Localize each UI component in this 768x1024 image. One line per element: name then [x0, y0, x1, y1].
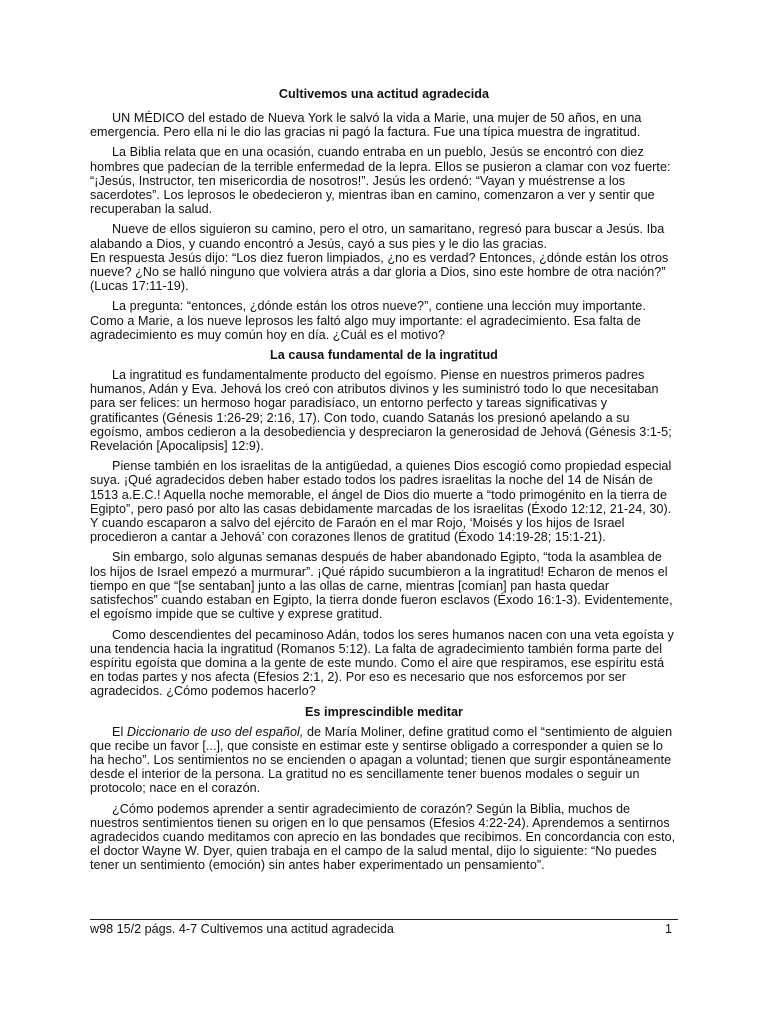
paragraph-3-part-a: Nueve de ellos siguieron su camino, pero el otro, un samaritano, regresó para buscar a Jesús. Iba alabando a Dios, y cuando encontró a Jesús, cayó a sus pies y le dio las gracias. [90, 222, 665, 251]
page-footer [90, 922, 678, 936]
page-number: 1 [664, 922, 672, 936]
paragraph-7: Sin embargo, solo algunas semanas después de haber abandonado Egipto, “toda la asamblea de los hijos de Israel empezó a murmurar”. ¡Qué rápido sucumbieron a la ingratitud! Echaron de menos el tiempo en que “[se sentaban] junto a las ollas de carne, mientras [comían] pan hasta quedar satisfechos” cuando estaban en Egipto, la tierra donde fueron esclavos (Éxodo 16:1-3). Evidentemente, el egoísmo impide que se cultive y exprese gratitud. [90, 550, 673, 622]
dictionary-title: Diccionario de uso del español, [126, 724, 304, 739]
paragraph-4: La pregunta: “entonces, ¿dónde están los otros nueve?”, contiene una lección muy importante. Como a Marie, a los nueve leprosos les faltó algo muy importante: el agradecimiento. Esa falta de agradecimiento es muy común hoy en día. ¿Cuál es el motivo? [90, 299, 646, 342]
paragraph-3-part-b: En respuesta Jesús dijo: “Los diez fueron limpiados, ¿no es verdad? Entonces, ¿dónde están los otros nueve? ¿No se halló ninguno que volviera atrás a dar gloria a Dios, sino este hombre de otra nación?” (Lucas 17:11-19). [90, 250, 669, 294]
paragraph-5: La ingratitud es fundamentalmente producto del egoísmo. Piense en nuestros primeros padres humanos, Adán y Eva. Jehová los creó con atributos divinos y les suministró todo lo que necesitaban para ser felices: un hermoso hogar paradisíaco, un entorno perfecto y tareas significativas y gratificantes (Génesis 1:26-29; 2:16, 17). Con todo, cuando Satanás los presionó apelando a su egoísmo, ambos cedieron a la desobediencia y despreciaron la generosidad de Jehová (Génesis 3:1-5; Revelación [Apocalipsis] 12:9). [90, 368, 672, 454]
paragraph-10: ¿Cómo podemos aprender a sentir agradecimiento de corazón? Según la Biblia, muchos de nuestros sentimientos tienen su origen en lo que pensamos (Efesios 4:22-24). Aprendemos a sentirnos agradecidos cuando meditamos con aprecio en las bondades que recibimos. En concordancia con esto, el doctor Wayne W. Dyer, quien trabaja en el campo de la salud mental, dijo lo siguiente: “No puedes tener un sentimiento (emoción) sin antes haber experimentado un pensamiento”. [90, 801, 676, 873]
section-heading-causa: La causa fundamental de la ingratitud [270, 348, 498, 363]
document-title: Cultivemos una actitud agradecida [278, 87, 490, 101]
paragraph-9-lead: El [112, 724, 127, 739]
paragraph-6: Piense también en los israelitas de la antigüedad, a quienes Dios escogió como propiedad especial suya. ¡Qué agradecidos deben haber estado todos los padres israelitas la noche del 14 de Nisán de 1513 a.E.C.! Aquella noche memorable, el ángel de Dios dio muerte a “todo primogénito en la tierra de Egipto”, pero pasó por alto las casas debidamente marcadas de los israelitas (Éxodo 12:12, 21-24, 30). Y cuando escaparon a salvo del ejército de Faraón en el mar Rojo, ‘Moisés y los hijos de Israel procedieron a cantar a Jehová’ con corazones llenos de gratitud (Éxodo 14:19-28; 15:1-21). [90, 459, 672, 545]
document-body [90, 87, 678, 879]
paragraph-3 [90, 222, 678, 293]
paragraph-9 [90, 725, 678, 796]
paragraph-1: UN MÉDICO del estado de Nueva York le salvó la vida a Marie, una mujer de 50 años, en una emergencia. Pero ella ni le dio las gracias ni pagó la factura. Fue una típica muestra de ingratitud. [90, 111, 642, 140]
paragraph-8: Como descendientes del pecaminoso Adán, todos los seres humanos nacen con una veta egoísta y una tendencia hacia la ingratitud (Romanos 5:12). La falta de agradecimiento también forma parte del espíritu egoísta que domina a la gente de este mundo. Como el aire que respiramos, ese espíritu está en todas partes y nos afecta (Efesios 2:1, 2). Por eso es necesario que nos esforcemos por ser agradecidos. ¿Cómo podemos hacerlo? [90, 627, 674, 699]
paragraph-2: La Biblia relata que en una ocasión, cuando entraba en un pueblo, Jesús se encontró con diez hombres que padecían de la terrible enfermedad de la lepra. Ellos se pusieron a clamar con voz fuerte: “¡Jesús, Instructor, ten misericordia de nosotros!”. Jesús les ordenó: “Vayan y muéstrense a los sacerdotes”. Los leprosos le obedecieron y, mientras iban en camino, comenzaron a ver y sentir que recuperaban la salud. [90, 145, 671, 217]
footer-divider [90, 919, 678, 920]
paragraph-9-rest: de María Moliner, define gratitud como el “sentimiento de alguien que recibe un favor [...], que consiste en estimar este y sentirse obligado a corresponder a quien se lo ha hecho”. Los sentimientos no se encienden o apagan a voluntad; tienen que surgir espontáneamente desde el interior de la persona. La gratitud no es sencillamente tener buenos modales o seguir un protocolo; nace en el corazón. [90, 724, 673, 796]
section-heading-meditar: Es imprescindible meditar [304, 704, 464, 719]
footer-source: w98 15/2 págs. 4-7 Cultivemos una actitud agradecida [90, 922, 394, 936]
